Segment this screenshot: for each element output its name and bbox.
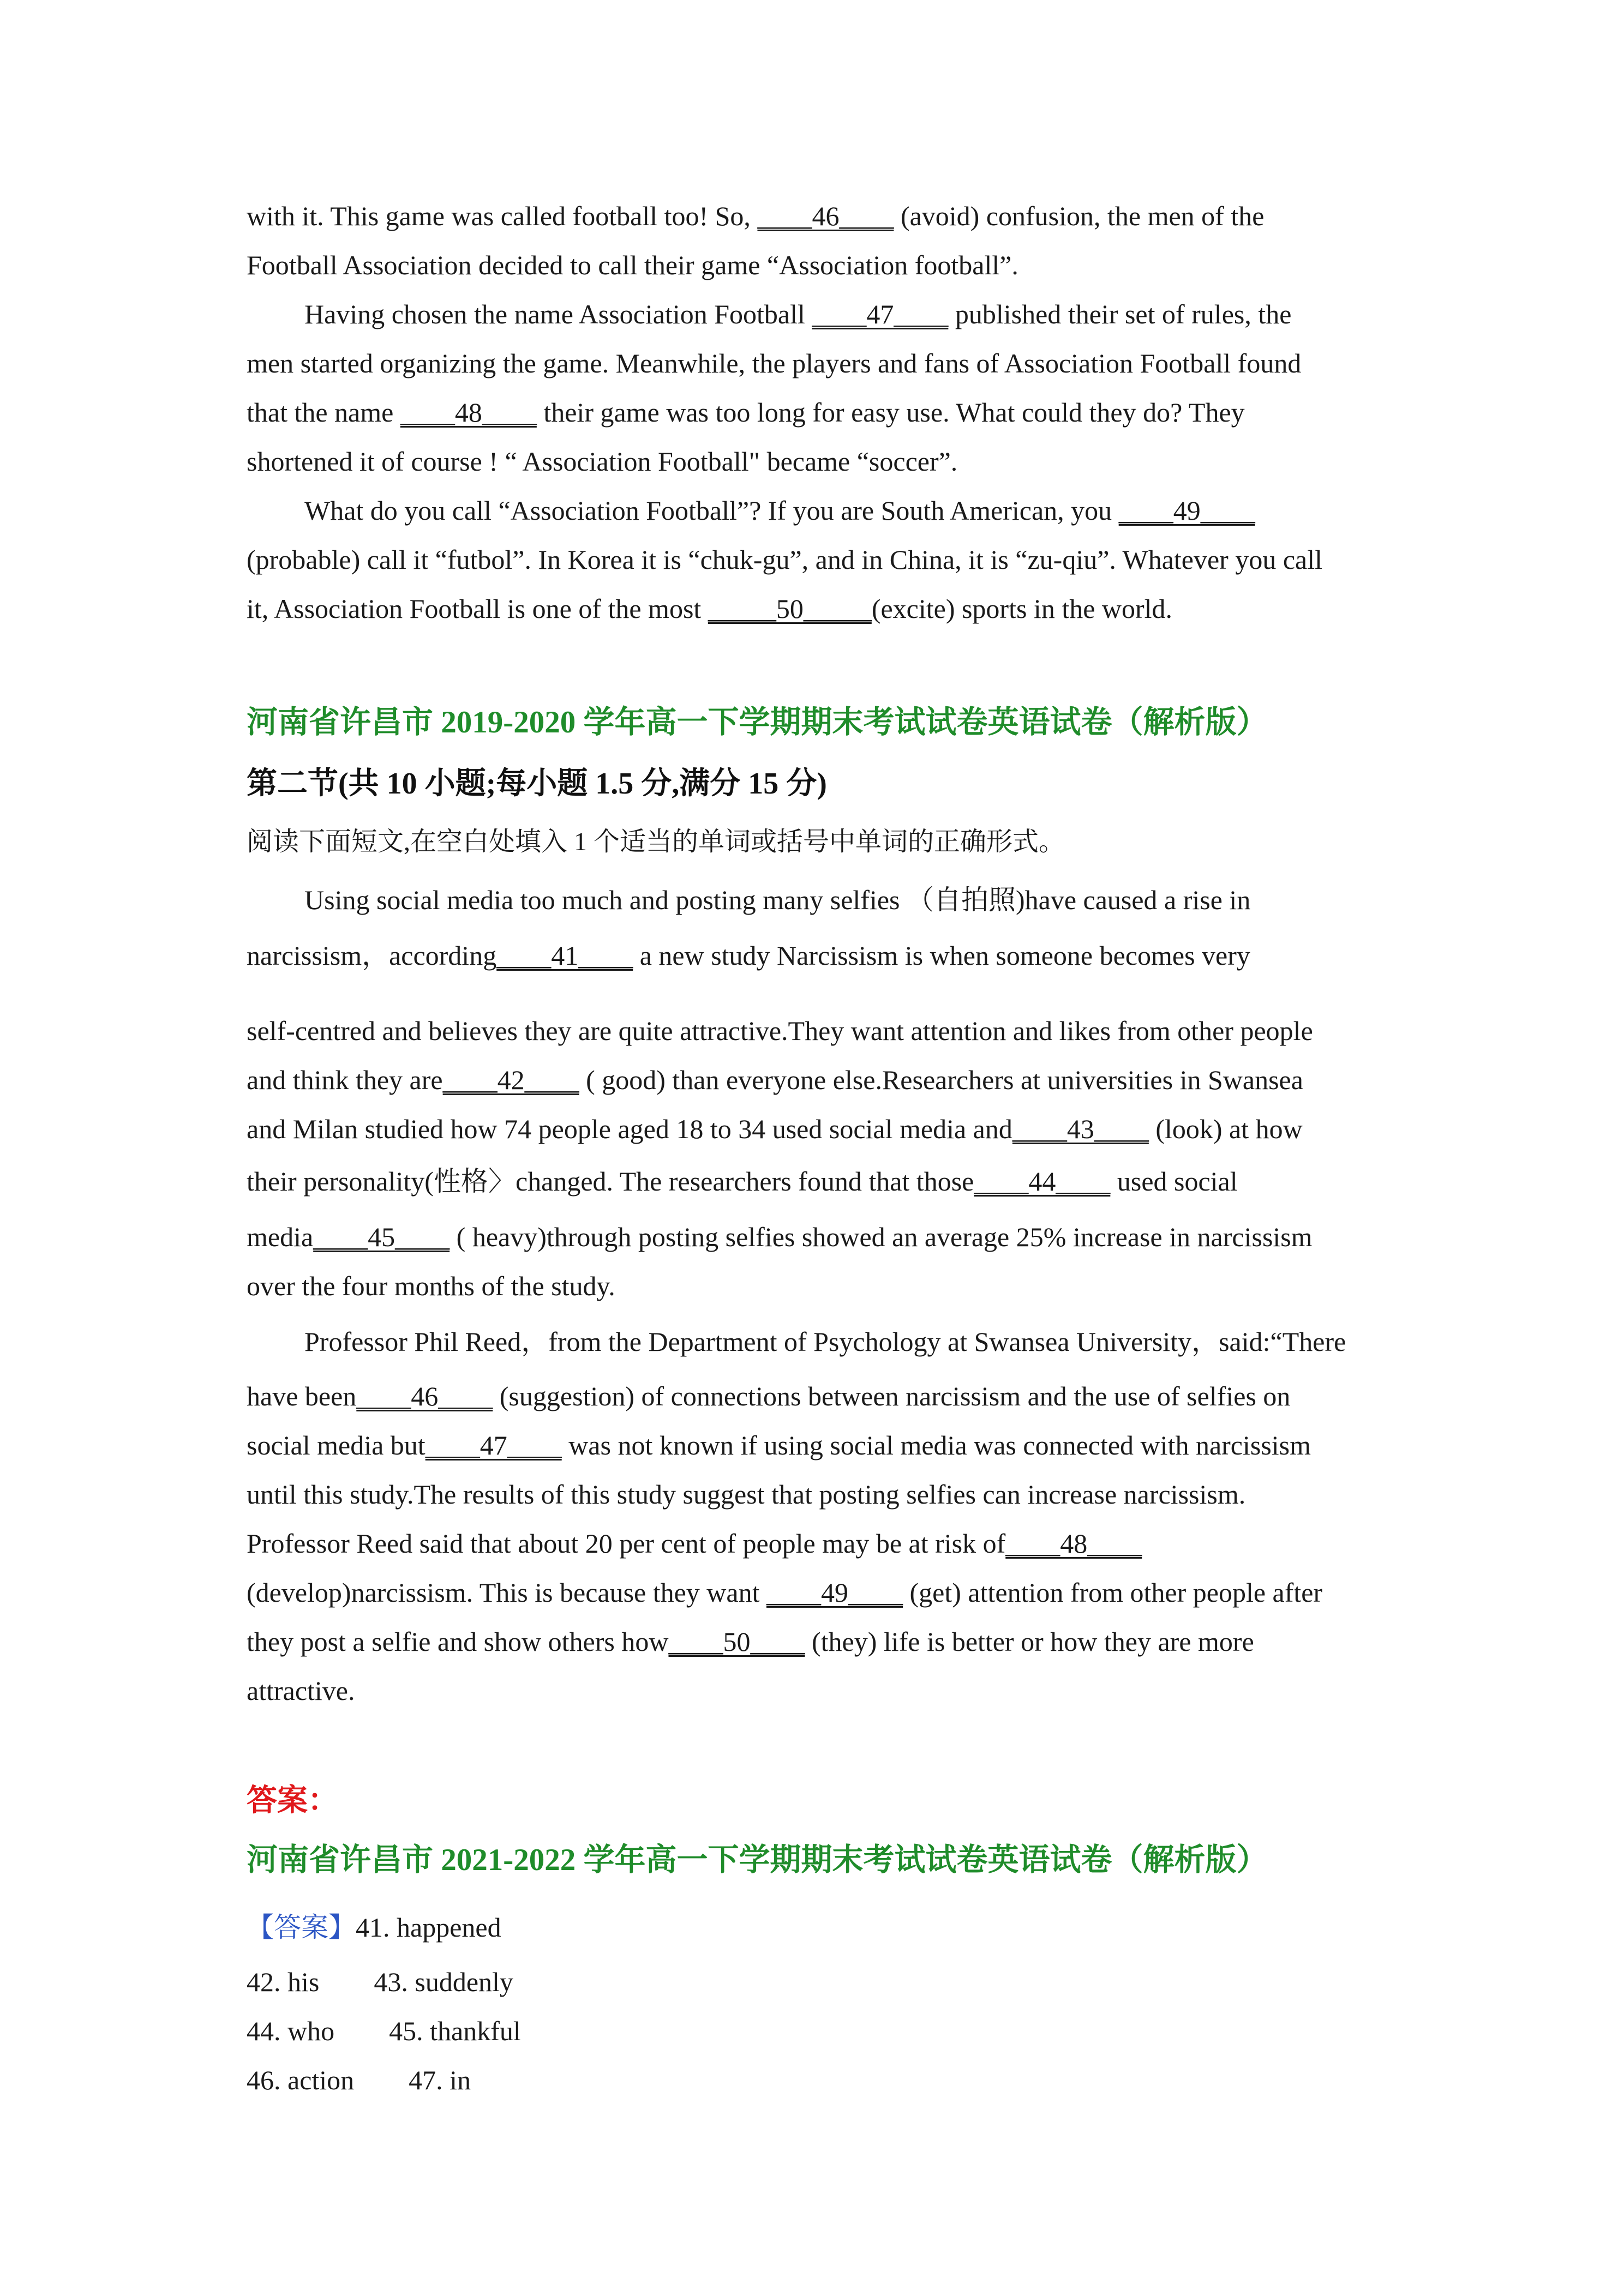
passage1-line-3: Having chosen the name Association Football ____47____ published their set of rules, the (304, 299, 1292, 329)
answer-41: 41. happened (356, 1912, 501, 1943)
passage1-line-2: Football Association decided to call their game “Association football”. (247, 250, 1018, 280)
section2-instruction: 阅读下面短文,在空白处填入 1 个适当的单词或括号中单词的正确形式。 (247, 827, 1065, 856)
section2-line-3: self-centred and believes they are quite attractive.They want attention and likes from other people (247, 1015, 1313, 1046)
answer-row-3 (247, 2015, 521, 2047)
section2-line-15: they post a selfie and show others how____50____ (they) life is better or how they are more (247, 1626, 1254, 1657)
answer-row-1 (247, 1911, 501, 1944)
section2-subtitle: 第二节(共 10 小题;每小题 1.5 分,满分 15 分) (247, 767, 827, 801)
section2-line-11: social media but____47____ was not known if using social media was connected with narcissism (247, 1430, 1311, 1460)
section2-line-2: narcissism，according____41____ a new study Narcissism is when someone becomes very (247, 940, 1250, 971)
blank-42: ____42____ (442, 1065, 579, 1095)
passage1-line-6: shortened it of course ! “ Association Football" became “soccer”. (247, 446, 958, 477)
answers-label: 答案： (247, 1784, 338, 1818)
section2-line-7: media____45____ ( heavy)through posting selfies showed an average 25% increase in narcissism (247, 1222, 1313, 1252)
blank-48: ____48____ (400, 397, 537, 428)
blank-46b: ____46____ (356, 1381, 493, 1411)
blank-43: ____43____ (1012, 1114, 1149, 1144)
section2-line-5: and Milan studied how 74 people aged 18 to 34 used social media and____43____ (look) at how (247, 1114, 1303, 1144)
section2-line-4: and think they are____42____ ( good) than everyone else.Researchers at universities in Swansea (247, 1065, 1303, 1095)
passage1-line-5: that the name ____48____ their game was too long for easy use. What could they do? They (247, 397, 1245, 428)
answer-row-2 (247, 1966, 513, 1998)
answers-title: 河南省许昌市 2021-2022 学年高一下学期期末考试试卷英语试卷（解析版） (247, 1843, 1268, 1877)
blank-48b: ____48____ (1005, 1528, 1142, 1559)
answer-43: 43. suddenly (374, 1967, 513, 1997)
blank-44: ____44____ (974, 1166, 1111, 1197)
blank-46: ____46____ (757, 201, 894, 231)
section2-line-9: Professor Phil Reed，from the Department of Psychology at Swansea University，said:“There (304, 1326, 1346, 1357)
blank-49: ____49____ (1118, 495, 1255, 526)
section2-line-1: Using social media too much and posting many selfies （自拍照)have caused a rise in (304, 885, 1251, 915)
answer-47: 47. in (409, 2065, 471, 2095)
section2-line-6: their personality(性格〉changed. The researchers found that those____44____ used social (247, 1166, 1238, 1197)
answer-44: 44. who (247, 2016, 335, 2046)
answer-45: 45. thankful (389, 2016, 521, 2046)
blank-50: _____50_____ (708, 593, 872, 624)
blank-41: ____41____ (496, 940, 633, 971)
section2-line-14: (develop)narcissism. This is because they want ____49____ (get) attention from other people after (247, 1577, 1323, 1608)
section2-line-13: Professor Reed said that about 20 per cent of people may be at risk of____48____ (247, 1528, 1142, 1559)
blank-49b: ____49____ (766, 1577, 903, 1608)
answer-46: 46. action (247, 2065, 355, 2095)
blank-47: ____47____ (812, 299, 949, 329)
answer-tag: 【答案】 (247, 1912, 356, 1943)
section2-line-16: attractive. (247, 1675, 355, 1706)
passage1-line-7: What do you call “Association Football”? If you are South American, you ____49____ (304, 495, 1255, 526)
blank-45: ____45____ (313, 1222, 450, 1252)
section2-line-8: over the four months of the study. (247, 1271, 615, 1301)
section2-line-10: have been____46____ (suggestion) of connections between narcissism and the use of selfies on (247, 1381, 1291, 1411)
passage1-line-9: it, Association Football is one of the most _____50_____(excite) sports in the world. (247, 593, 1173, 624)
passage1-line-8: (probable) call it “futbol”. In Korea it is “chuk-gu”, and in China, it is “zu-qiu”. Whatever you call (247, 544, 1322, 575)
answer-42: 42. his (247, 1967, 320, 1997)
blank-47b: ____47____ (425, 1430, 562, 1460)
blank-50b: ____50____ (668, 1626, 805, 1657)
section2-line-12: until this study.The results of this study suggest that posting selfies can increase narcissism. (247, 1479, 1246, 1510)
answer-row-4 (247, 2064, 471, 2096)
section2-title: 河南省许昌市 2019-2020 学年高一下学期期末考试试卷英语试卷（解析版） (247, 705, 1268, 740)
passage1-line-1: with it. This game was called football too! So, ____46____ (avoid) confusion, the men of the (247, 201, 1265, 231)
passage1-line-4: men started organizing the game. Meanwhile, the players and fans of Association Football found (247, 348, 1302, 378)
